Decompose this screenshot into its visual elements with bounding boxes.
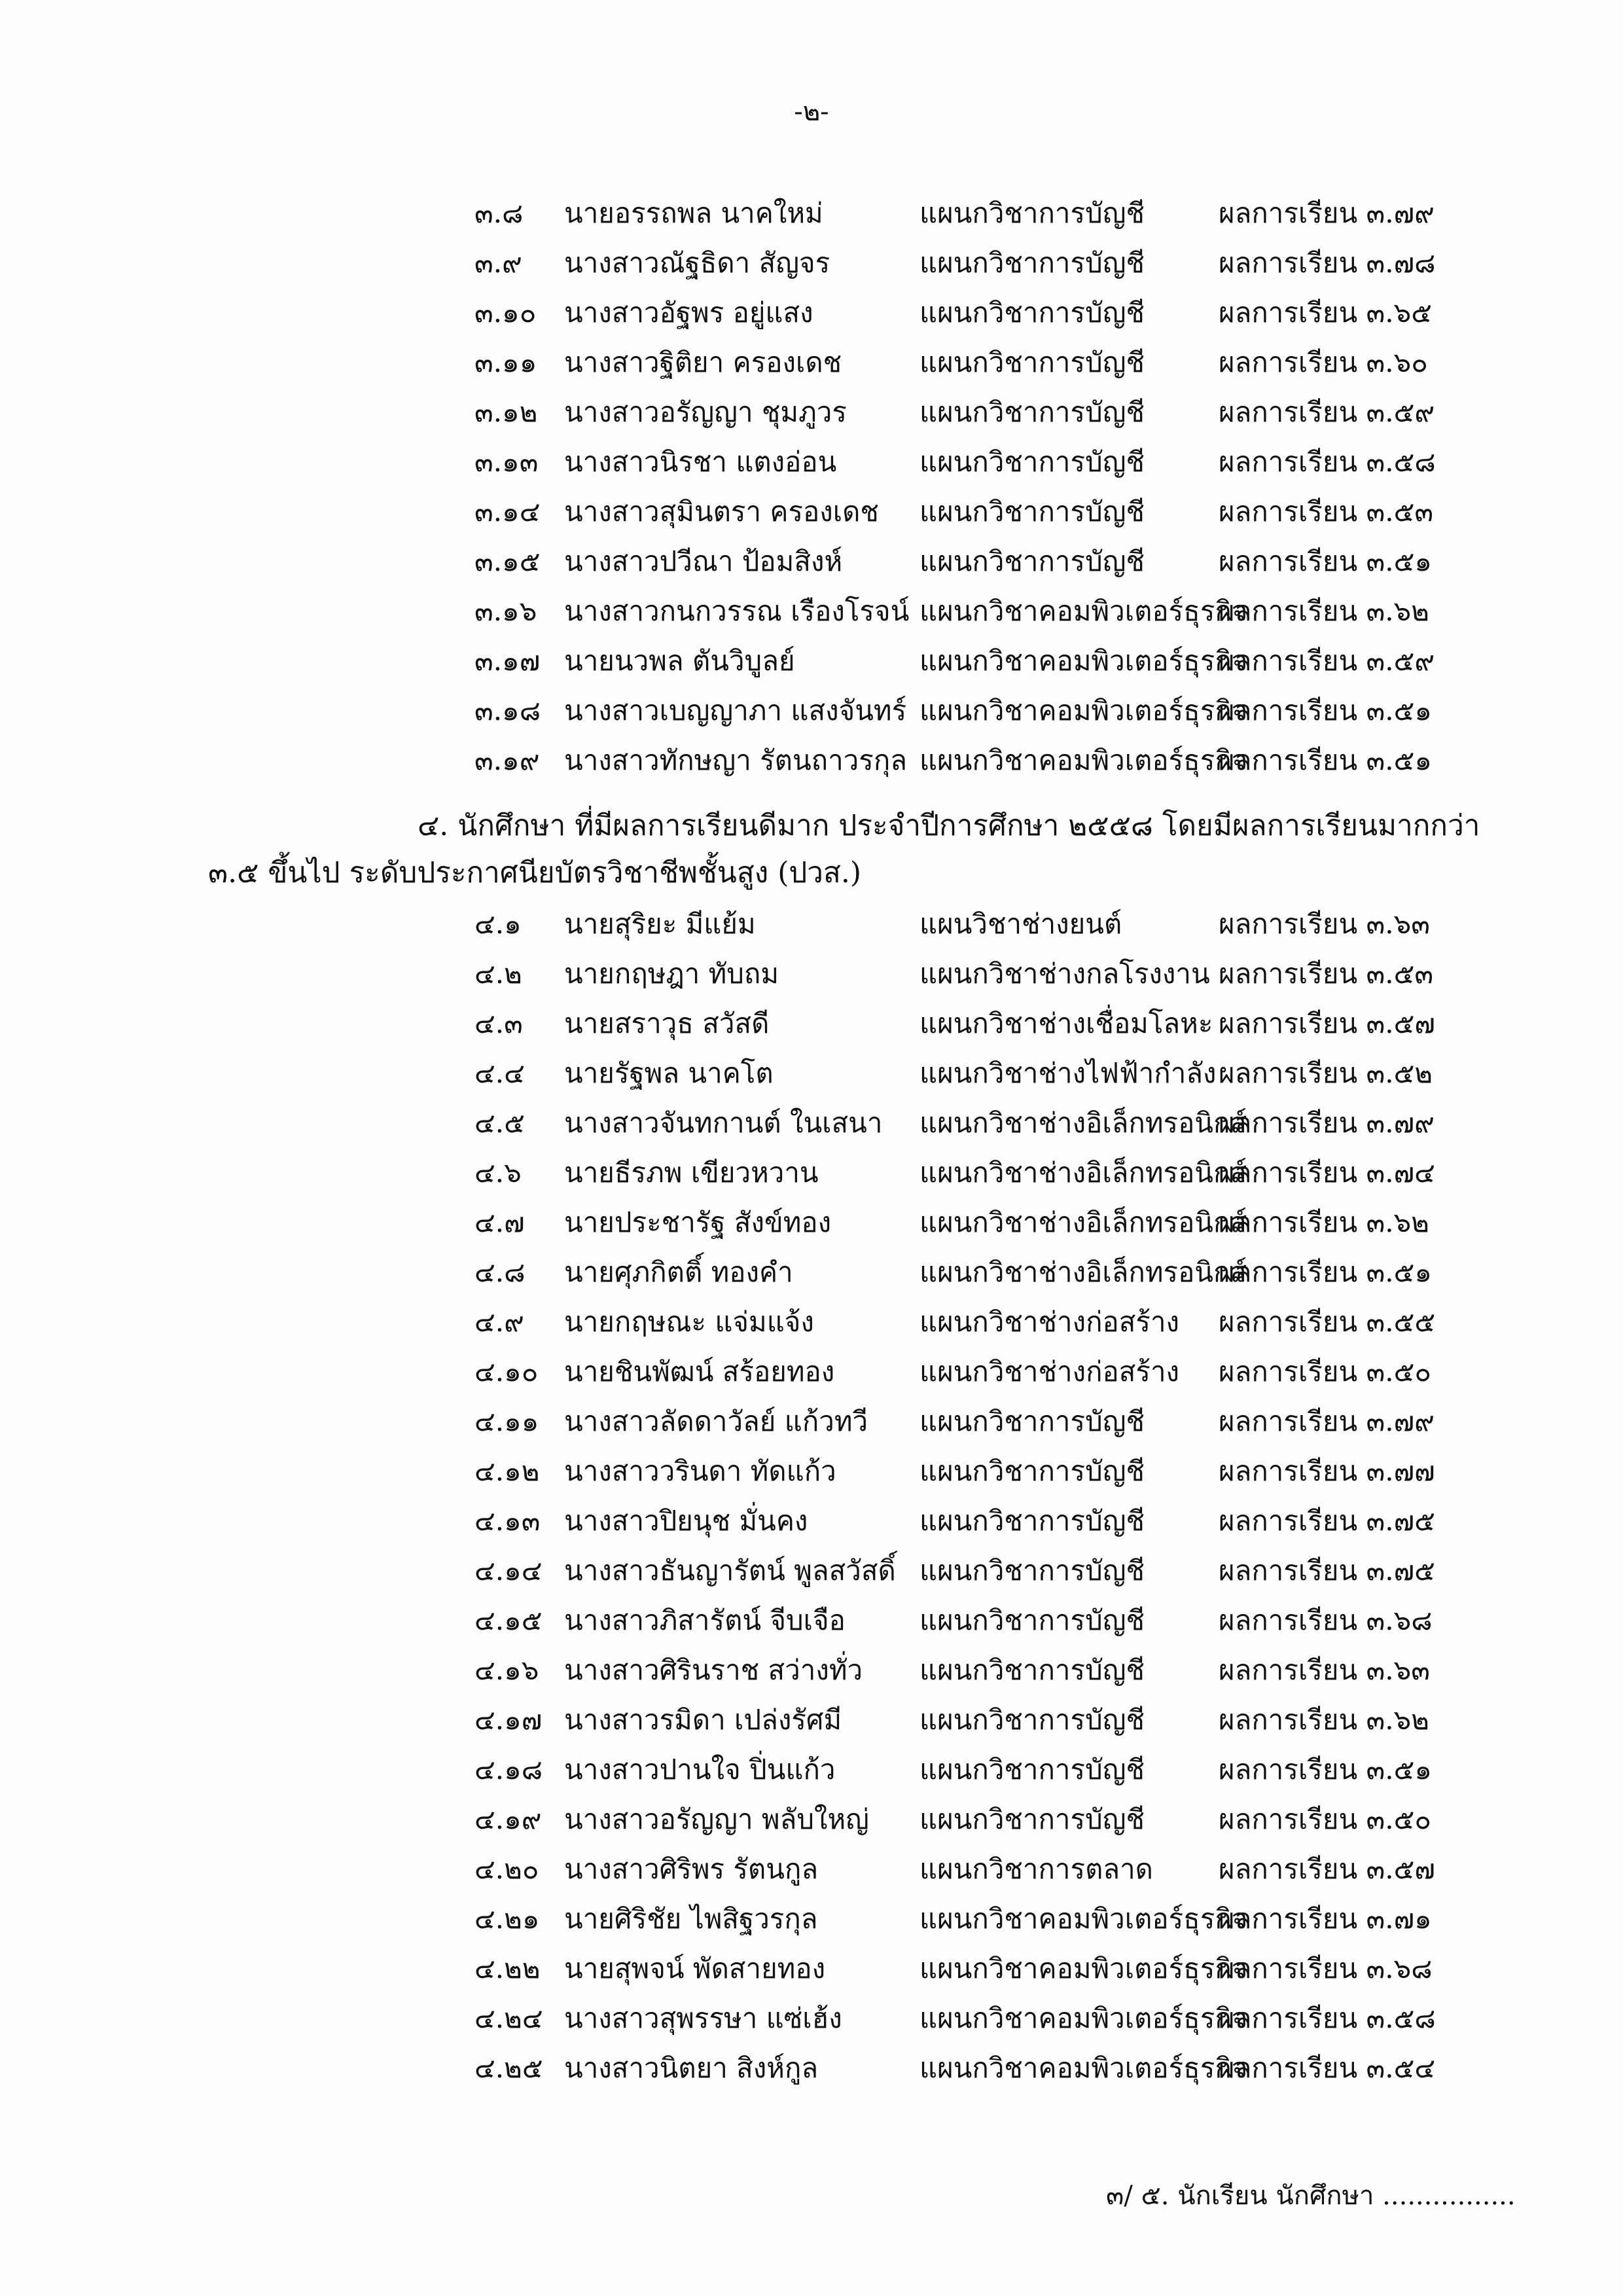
department: แผนกวิชาช่างอิเล็กทรอนิกส์ — [919, 1206, 1247, 1238]
gpa-value: ผลการเรียน ๓.๕๑ — [1219, 744, 1433, 776]
list-item — [0, 2049, 1623, 2088]
item-number: ๔.๒๑ — [474, 1903, 540, 1935]
gpa-value: ผลการเรียน ๓.๗๘ — [1219, 247, 1436, 279]
student-name: นายธีรภพ เขียวหวาน — [564, 1157, 819, 1189]
gpa-value: ผลการเรียน ๓.๗๕ — [1219, 1554, 1435, 1587]
student-name: นายชินพัฒน์ สร้อยทอง — [564, 1355, 835, 1388]
student-name: นางสาวสุพรรษา แซ่เฮ้ง — [564, 2002, 842, 2034]
department: แผนกวิชาการบัญชี — [919, 545, 1145, 577]
department: แผนกวิชาการบัญชี — [919, 1803, 1145, 1835]
list-item — [0, 1850, 1623, 1889]
department: แผนกวิชาการบัญชี — [919, 346, 1145, 378]
gpa-value: ผลการเรียน ๓.๕๐ — [1219, 1803, 1431, 1835]
student-name: นางสาวศิรินราช สว่างทั่ว — [564, 1654, 863, 1686]
student-name: นางสาววรินดา ทัดแก้ว — [564, 1455, 836, 1487]
department: แผนกวิชาคอมพิวเตอร์ธุรกิจ — [919, 744, 1248, 776]
student-name: นายกฤษณะ แจ่มแจ้ง — [564, 1306, 814, 1338]
department: แผนกวิชาการตลาด — [919, 1853, 1153, 1885]
department: แผนกวิชาการบัญชี — [919, 247, 1145, 279]
gpa-value: ผลการเรียน ๓.๗๑ — [1219, 1903, 1432, 1935]
list-item — [0, 293, 1623, 332]
item-number: ๔.๑๘ — [474, 1753, 543, 1785]
gpa-value: ผลการเรียน ๓.๕๐ — [1219, 1355, 1431, 1388]
gpa-value: ผลการเรียน ๓.๗๙ — [1219, 197, 1435, 229]
item-number: ๔.๖ — [474, 1157, 522, 1189]
gpa-value: ผลการเรียน ๓.๗๔ — [1219, 1157, 1435, 1189]
gpa-value: ผลการเรียน ๓.๕๙ — [1219, 396, 1435, 428]
department: แผนกวิชาการบัญชี — [919, 1455, 1145, 1487]
department: แผนกวิชาคอมพิวเตอร์ธุรกิจ — [919, 1903, 1248, 1935]
student-name: นายประชารัฐ สังข์ทอง — [564, 1206, 832, 1238]
list-item — [0, 1203, 1623, 1242]
student-name: นางสาวสุมินตรา ครองเดช — [564, 495, 879, 528]
item-number: ๓.๑๖ — [474, 595, 537, 627]
item-number: ๔.๑๐ — [474, 1355, 539, 1388]
student-name: นายศิริชัย ไพสิฐวรกุล — [564, 1903, 818, 1935]
list-item — [0, 492, 1623, 531]
item-number: ๓.๑๔ — [474, 495, 541, 528]
department: แผนกวิชาคอมพิวเตอร์ธุรกิจ — [919, 645, 1248, 677]
department: แผนกวิชาการบัญชี — [919, 1654, 1145, 1686]
item-number: ๔.๑๖ — [474, 1654, 539, 1686]
item-number: ๔.๓ — [474, 1007, 523, 1039]
student-name: นางสาวปิยนุช มั่นคง — [564, 1505, 808, 1537]
student-name: นางสาวอรัญญา ชุมภูวร — [564, 396, 847, 428]
list-item — [0, 905, 1623, 944]
gpa-value: ผลการเรียน ๓.๗๕ — [1219, 1505, 1435, 1537]
item-number: ๔.๕ — [474, 1107, 525, 1139]
gpa-value: ผลการเรียน ๓.๗๙ — [1219, 1405, 1435, 1437]
list-item — [0, 1651, 1623, 1690]
list-item — [0, 1452, 1623, 1491]
department: แผนกวิชาการบัญชี — [919, 1753, 1145, 1785]
item-number: ๔.๘ — [474, 1256, 526, 1288]
item-number: ๓.๑๕ — [474, 545, 541, 577]
student-name: นางสาวเบญญาภา แสงจันทร์ — [564, 694, 907, 726]
department: แผนกวิชาช่างก่อสร้าง — [919, 1355, 1180, 1388]
student-name: นางสาวรมิดา เปล่งรัศมี — [564, 1704, 842, 1736]
student-name: นายสุริยะ มีแย้ม — [564, 908, 756, 940]
list-item — [0, 542, 1623, 581]
item-number: ๓.๑๓ — [474, 446, 539, 478]
department: แผนกวิชาการบัญชี — [919, 1505, 1145, 1537]
department: แผนกวิชาการบัญชี — [919, 1604, 1145, 1636]
student-name: นางสาวนิตยา สิงห์กูล — [564, 2052, 819, 2084]
gpa-value: ผลการเรียน ๓.๖๓ — [1219, 908, 1430, 940]
student-name: นางสาวนิรชา แตงอ่อน — [564, 446, 837, 478]
department: แผนกวิชาช่างอิเล็กทรอนิกส์ — [919, 1157, 1247, 1189]
gpa-value: ผลการเรียน ๓.๕๑ — [1219, 694, 1433, 726]
gpa-value: ผลการเรียน ๓.๖๒ — [1219, 1704, 1429, 1736]
department: แผนกวิชาการบัญชี — [919, 446, 1145, 478]
student-name: นายศุภกิตติ์ ทองคำ — [564, 1256, 793, 1288]
gpa-value: ผลการเรียน ๓.๖๓ — [1219, 1654, 1430, 1686]
department: แผนกวิชาคอมพิวเตอร์ธุรกิจ — [919, 2052, 1248, 2084]
item-number: ๔.๒๐ — [474, 1853, 539, 1885]
student-name: นางสาวศิริพร รัตนกูล — [564, 1853, 819, 1885]
list-item — [0, 641, 1623, 681]
item-number: ๔.๑ — [474, 908, 522, 940]
list-item — [0, 1352, 1623, 1391]
list-item — [0, 343, 1623, 382]
gpa-value: ผลการเรียน ๓.๕๓ — [1219, 958, 1434, 990]
section-4-heading-line-1: ๔. นักศึกษา ที่มีผลการเรียนดีมาก ประจำปีการศึกษา ๒๕๕๘ โดยมีผลการเรียนมากกว่า — [418, 809, 1480, 842]
student-name: นายสราวุธ สวัสดี — [564, 1007, 770, 1039]
item-number: ๔.๔ — [474, 1057, 525, 1089]
student-name: นางสาวปวีณา ป้อมสิงห์ — [564, 545, 843, 577]
list-item — [0, 1601, 1623, 1640]
gpa-value: ผลการเรียน ๓.๗๗ — [1219, 1455, 1435, 1487]
department: แผนกวิชาการบัญชี — [919, 495, 1145, 528]
item-number: ๔.๒ — [474, 958, 522, 990]
list-item — [0, 1750, 1623, 1789]
list-item — [0, 1800, 1623, 1839]
list-item — [0, 243, 1623, 283]
department: แผนกวิชาการบัญชี — [919, 296, 1145, 329]
gpa-value: ผลการเรียน ๓.๕๑ — [1219, 545, 1433, 577]
list-item — [0, 1949, 1623, 1988]
list-item — [0, 691, 1623, 730]
student-name: นางสาวฐิติยา ครองเดช — [564, 346, 842, 378]
item-number: ๔.๑๔ — [474, 1554, 543, 1587]
department: แผนกวิชาการบัญชี — [919, 1704, 1145, 1736]
student-name: นายกฤษฎา ทับถม — [564, 958, 779, 990]
item-number: ๓.๑๐ — [474, 296, 537, 329]
department: แผนกวิชาการบัญชี — [919, 1554, 1145, 1587]
student-name: นางสาวอัฐพร อยู่แสง — [564, 296, 813, 329]
gpa-value: ผลการเรียน ๓.๗๙ — [1219, 1107, 1435, 1139]
list-item — [0, 194, 1623, 233]
gpa-value: ผลการเรียน ๓.๕๓ — [1219, 495, 1434, 528]
student-name: นายรัฐพล นาคโต — [564, 1057, 774, 1089]
list-item — [0, 1999, 1623, 2038]
item-number: ๓.๑๑ — [474, 346, 537, 378]
gpa-value: ผลการเรียน ๓.๖๒ — [1219, 1206, 1429, 1238]
student-name: นางสาวอรัญญา พลับใหญ่ — [564, 1803, 869, 1835]
list-item — [0, 1551, 1623, 1590]
list-item — [0, 1054, 1623, 1093]
item-number: ๓.๑๙ — [474, 744, 540, 776]
department: แผนกวิชาคอมพิวเตอร์ธุรกิจ — [919, 694, 1248, 726]
list-item — [0, 1103, 1623, 1143]
item-number: ๔.๗ — [474, 1206, 525, 1238]
list-item — [0, 442, 1623, 482]
list-item — [0, 1004, 1623, 1043]
item-number: ๔.๒๔ — [474, 2002, 543, 2034]
list-item — [0, 1700, 1623, 1740]
student-name: นางสาวลัดดาวัลย์ แก้วทวี — [564, 1405, 868, 1437]
student-name: นางสาวภิสารัตน์ จีบเจือ — [564, 1604, 846, 1636]
page-number: -๒- — [794, 97, 829, 127]
gpa-value: ผลการเรียน ๓.๕๕ — [1219, 1306, 1436, 1338]
gpa-value: ผลการเรียน ๓.๖๐ — [1219, 346, 1428, 378]
department: แผนกวิชาคอมพิวเตอร์ธุรกิจ — [919, 2002, 1248, 2034]
department: แผนกวิชาการบัญชี — [919, 396, 1145, 428]
student-name: นางสาวจันทกานต์ ในเสนา — [564, 1107, 883, 1139]
item-number: ๓.๑๘ — [474, 694, 541, 726]
item-number: ๔.๙ — [474, 1306, 524, 1338]
gpa-value: ผลการเรียน ๓.๕๑ — [1219, 1256, 1433, 1288]
list-item — [0, 741, 1623, 780]
item-number: ๓.๑๒ — [474, 396, 538, 428]
gpa-value: ผลการเรียน ๓.๖๘ — [1219, 1952, 1433, 1984]
department: แผนกวิชาการบัญชี — [919, 1405, 1145, 1437]
gpa-value: ผลการเรียน ๓.๖๒ — [1219, 595, 1429, 627]
item-number: ๔.๑๑ — [474, 1405, 539, 1437]
item-number: ๔.๑๓ — [474, 1505, 541, 1537]
list-item — [0, 954, 1623, 994]
item-number: ๔.๑๙ — [474, 1803, 542, 1835]
student-name: นายสุพจน์ พัดสายทอง — [564, 1952, 826, 1984]
gpa-value: ผลการเรียน ๓.๕๑ — [1219, 1753, 1433, 1785]
gpa-value: ผลการเรียน ๓.๕๔ — [1219, 2052, 1436, 2084]
department: แผนกวิชาช่างไฟฟ้ากำลัง — [919, 1057, 1217, 1089]
item-number: ๓.๙ — [474, 247, 522, 279]
gpa-value: ผลการเรียน ๓.๕๗ — [1219, 1007, 1435, 1039]
item-number: ๔.๒๒ — [474, 1952, 541, 1984]
gpa-value: ผลการเรียน ๓.๕๘ — [1219, 2002, 1436, 2034]
department: แผนกวิชาการบัญชี — [919, 197, 1145, 229]
department: แผนกวิชาช่างก่อสร้าง — [919, 1306, 1180, 1338]
list-item — [0, 1253, 1623, 1292]
list-item — [0, 1302, 1623, 1342]
list-item — [0, 592, 1623, 631]
list-item — [0, 393, 1623, 432]
item-number: ๓.๘ — [474, 197, 524, 229]
item-number: ๓.๑๗ — [474, 645, 541, 677]
student-name: นางสาวธันญารัตน์ พูลสวัสดิ์ — [564, 1554, 896, 1587]
department: แผนวิชาช่างยนต์ — [919, 908, 1122, 940]
item-number: ๔.๑๒ — [474, 1455, 540, 1487]
student-name: นายอรรถพล นาคใหม่ — [564, 197, 823, 229]
student-name: นางสาวปานใจ ปิ่นแก้ว — [564, 1753, 836, 1785]
department: แผนกวิชาคอมพิวเตอร์ธุรกิจ — [919, 1952, 1248, 1984]
department: แผนกวิชาช่างเชื่อมโลหะ — [919, 1007, 1213, 1039]
gpa-value: ผลการเรียน ๓.๕๗ — [1219, 1853, 1435, 1885]
department: แผนกวิชาช่างอิเล็กทรอนิกส์ — [919, 1256, 1247, 1288]
gpa-value: ผลการเรียน ๓.๕๘ — [1219, 446, 1436, 478]
list-item — [0, 1501, 1623, 1541]
item-number: ๔.๒๕ — [474, 2052, 543, 2084]
gpa-value: ผลการเรียน ๓.๕๒ — [1219, 1057, 1433, 1089]
gpa-value: ผลการเรียน ๓.๖๕ — [1219, 296, 1433, 329]
student-name: นางสาวทักษญา รัตนถาวรกุล — [564, 744, 907, 776]
student-name: นางสาวกนกวรรณ เรืองโรจน์ — [564, 595, 910, 627]
student-name: นายนวพล ตันวิบูลย์ — [564, 645, 795, 677]
list-item — [0, 1402, 1623, 1441]
footer-continuation: ๓/ ๕. นักเรียน นักศึกษา ................ — [1106, 2181, 1516, 2211]
department: แผนกวิชาคอมพิวเตอร์ธุรกิจ — [919, 595, 1248, 627]
gpa-value: ผลการเรียน ๓.๖๘ — [1219, 1604, 1433, 1636]
item-number: ๔.๑๗ — [474, 1704, 543, 1736]
list-item — [0, 1153, 1623, 1193]
gpa-value: ผลการเรียน ๓.๕๙ — [1219, 645, 1435, 677]
section-4-heading-line-2: ๓.๕ ขึ้นไป ระดับประกาศนียบัตรวิชาชีพชั้นสูง (ปวส.) — [208, 856, 862, 889]
item-number: ๔.๑๕ — [474, 1604, 543, 1636]
list-item — [0, 1899, 1623, 1939]
department: แผนกวิชาช่างอิเล็กทรอนิกส์ — [919, 1107, 1247, 1139]
student-name: นางสาวณัฐธิดา สัญจร — [564, 247, 830, 279]
department: แผนกวิชาช่างกลโรงงาน — [919, 958, 1210, 990]
